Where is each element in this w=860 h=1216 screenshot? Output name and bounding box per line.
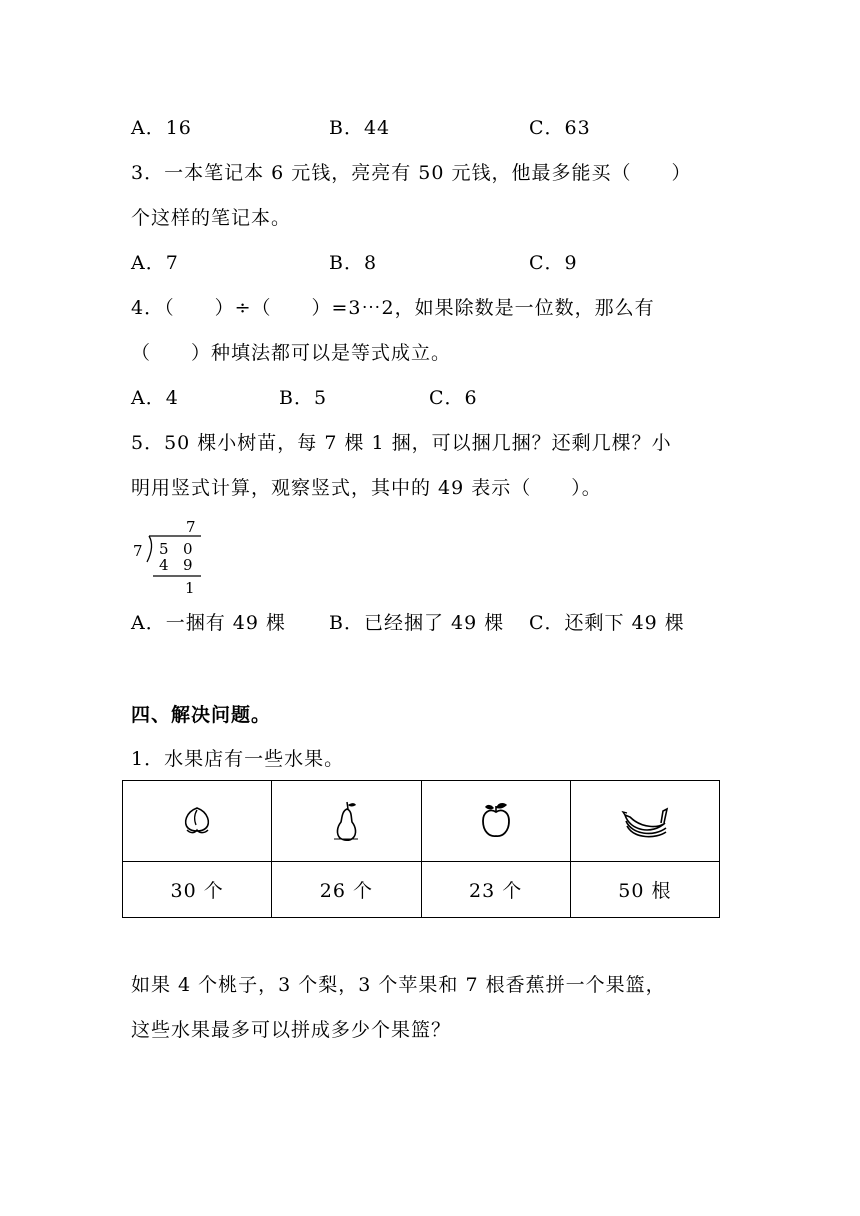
q4-option-c: C．6 xyxy=(429,387,478,409)
pear-icon xyxy=(331,799,361,843)
division-remainder: 1 xyxy=(185,579,196,597)
division-quotient: 7 xyxy=(186,518,197,536)
q4-text-line2: （ ）种填法都可以是等式成立。 xyxy=(131,342,452,364)
fruit-icon-cell xyxy=(123,781,272,862)
q3-text-line1: 3．一本笔记本 6 元钱，亮亮有 50 元钱，他最多能买（ ） xyxy=(131,162,692,184)
q5-option-b: B．已经捆了 49 棵 xyxy=(329,612,505,634)
fruit-icon-cell xyxy=(570,781,719,862)
s4-question-line1: 如果 4 个桃子，3 个梨，3 个苹果和 7 根香蕉拼一个果篮， xyxy=(131,974,666,996)
q3-option-b: B．8 xyxy=(329,252,378,274)
q3-option-a: A．7 xyxy=(131,252,179,274)
division-dividend-ones: 0 xyxy=(183,540,194,558)
fruit-icon-cell xyxy=(421,781,570,862)
q2-option-a: A．16 xyxy=(131,117,192,139)
apple-icon xyxy=(476,800,516,842)
peach-count: 30 个 xyxy=(123,862,272,918)
division-divisor: 7 xyxy=(133,542,144,560)
q4-text-line1: 4．（ ）÷（ ）=3⋯2，如果除数是一位数，那么有 xyxy=(131,297,655,319)
q5-text-line2: 明用竖式计算，观察竖式，其中的 49 表示（ ）。 xyxy=(131,477,602,499)
s4-question-line2: 这些水果最多可以拼成多少个果篮？ xyxy=(131,1019,452,1041)
division-bracket xyxy=(147,536,152,562)
q4-option-b: B．5 xyxy=(279,387,328,409)
apple-count: 23 个 xyxy=(421,862,570,918)
q3-option-c: C．9 xyxy=(529,252,578,274)
q5-text-line1: 5．50 棵小树苗，每 7 棵 1 捆，可以捆几捆？还剩几棵？小 xyxy=(131,432,672,454)
banana-count: 50 根 xyxy=(570,862,719,918)
peach-icon xyxy=(177,803,217,839)
q2-option-b: B．44 xyxy=(329,117,391,139)
long-division-diagram xyxy=(131,516,211,598)
division-product-tens: 4 xyxy=(159,556,170,574)
s4-q1-intro: 1．水果店有一些水果。 xyxy=(131,748,345,770)
fruit-icon-cell xyxy=(272,781,421,862)
division-product-ones: 9 xyxy=(183,556,194,574)
division-dividend-tens: 5 xyxy=(159,540,170,558)
q4-option-a: A．4 xyxy=(131,387,179,409)
fruit-count-row xyxy=(123,862,720,918)
section-heading: 四、解决问题。 xyxy=(131,704,272,726)
q5-option-c: C．还剩下 49 棵 xyxy=(529,612,685,634)
q3-text-line2: 个这样的笔记本。 xyxy=(131,207,292,229)
q5-option-a: A．一捆有 49 棵 xyxy=(131,612,286,634)
fruit-table xyxy=(122,780,720,918)
fruit-icon-row xyxy=(123,781,720,862)
q2-option-c: C．63 xyxy=(529,117,591,139)
pear-count: 26 个 xyxy=(272,862,421,918)
banana-icon xyxy=(620,801,670,841)
